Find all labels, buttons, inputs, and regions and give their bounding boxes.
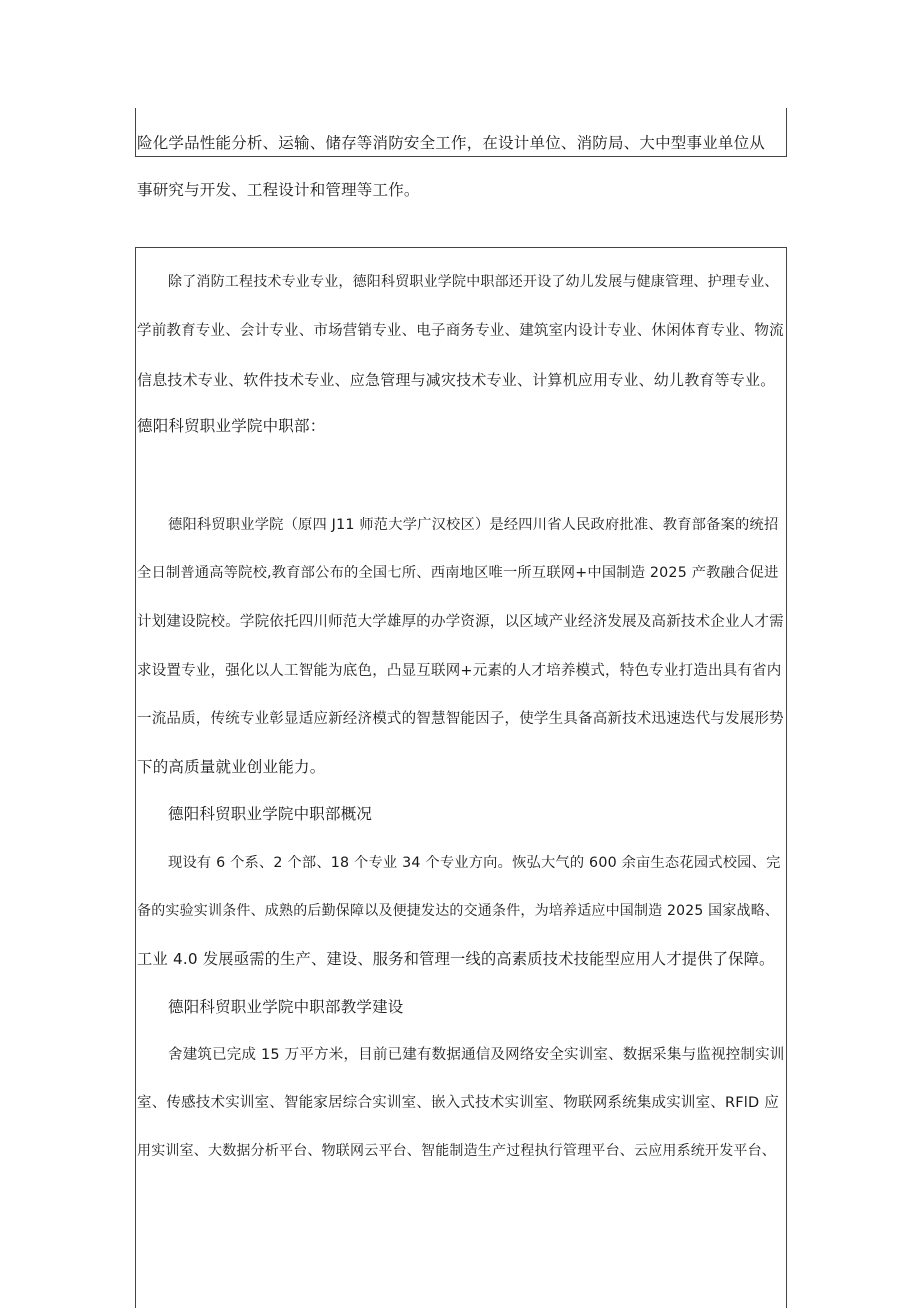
top-text-line: 事研究与开发、工程设计和管理等工作。 bbox=[137, 181, 420, 199]
teaching-paragraph-line: 室、传感技术实训室、智能家居综合实训室、嵌入式技术实训室、物联网系统集成实训室、RFlD 应 bbox=[137, 1095, 779, 1111]
intro-paragraph-line: 下的高质量就业创业能力。 bbox=[137, 758, 326, 776]
intro-paragraph-line: 计划建设院校。学院依托四川师范大学雄厚的办学资源，以区域产业经济发展及高新技术企业人才需 bbox=[137, 614, 784, 630]
majors-paragraph-line: 学前教育专业、会计专业、市场营销专业、电子商务专业、建筑室内设计专业、休闲体育专业、物流 bbox=[137, 323, 784, 339]
intro-paragraph-line: 德阳科贸职业学院（原四 J11 师范大学广汉校区）是经四川省人民政府批准、教育部备案的统招 bbox=[168, 517, 779, 533]
majors-paragraph-line: 信息技术专业、软件技术专业、应急管理与减灾技术专业、计算机应用专业、幼儿教育等专业。 bbox=[137, 371, 776, 389]
intro-paragraph-line: 一流品质，传统专业彰显适应新经济模式的智慧智能因子，使学生具备高新技术迅速迭代与发展形势 bbox=[137, 711, 784, 727]
overview-paragraph-line: 现设有 6 个系、2 个部、18 个专业 34 个专业方向。恢弘大气的 600 余亩生态花园式校园、完 bbox=[168, 855, 781, 871]
teaching-paragraph-line: 舍建筑已完成 15 万平方米，目前已建有数据通信及网络安全实训室、数据采集与监视控制实训 bbox=[168, 1047, 785, 1063]
teaching-paragraph-line: 用实训室、大数据分析平台、物联网云平台、智能制造生产过程执行管理平台、云应用系统开发平台、 bbox=[137, 1143, 776, 1159]
top-text-line: 险化学品性能分析、运输、储存等消防安全工作，在设计单位、消防局、大中型事业单位从 bbox=[137, 134, 766, 152]
majors-paragraph-line: 除了消防工程技术专业专业，德阳科贸职业学院中职部还开设了幼儿发展与健康管理、护理专业、 bbox=[168, 274, 779, 290]
overview-paragraph-line: 备的实验实训条件、成熟的后勤保障以及便捷发达的交通条件，为培养适应中国制造 2025 国家战略、 bbox=[137, 903, 780, 919]
intro-paragraph-line: 求设置专业，强化以人工智能为底色，凸显互联网+元素的人才培养模式，特色专业打造出具有省内 bbox=[137, 663, 782, 679]
school-label: 德阳科贸职业学院中职部： bbox=[137, 417, 326, 435]
overview-paragraph-line: 工业 4.0 发展亟需的生产、建设、服务和管理一线的高素质技术技能型应用人才提供了保障。 bbox=[137, 950, 775, 968]
overview-heading: 德阳科贸职业学院中职部概况 bbox=[168, 805, 373, 823]
intro-paragraph-line: 全日制普通高等院校,教育部公布的全国七所、西南地区唯一所互联网+中国制造 2025 产教融合促进 bbox=[137, 565, 779, 581]
teaching-heading: 德阳科贸职业学院中职部教学建设 bbox=[168, 998, 404, 1016]
